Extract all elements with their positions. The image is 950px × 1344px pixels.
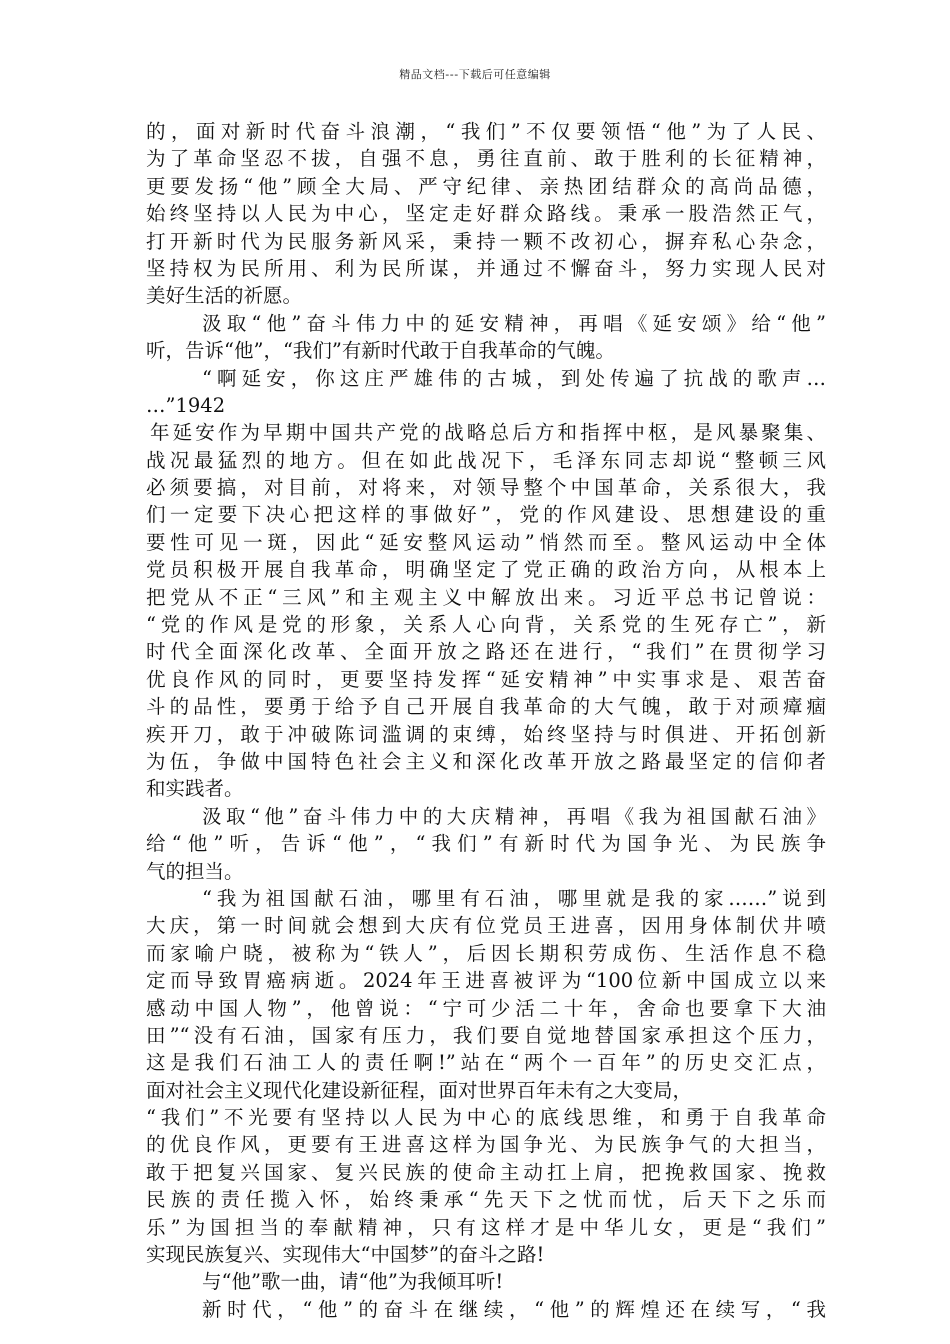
- text-line: 必须要搞，对目前，对将来，对领导整个中国革命，关系很大，我: [146, 476, 826, 500]
- text-line: “我们”不光要有坚持以人民为中心的底线思维，和勇于自我革命: [146, 1106, 826, 1130]
- text-line: 把党从不正“三风”和主观主义中解放出来。习近平总书记曾说：: [146, 585, 826, 609]
- text-line: 听，告诉“他”，“我们”有新时代敢于自我革命的气魄。: [146, 339, 615, 363]
- text-line: 党员积极开展自我革命，明确坚定了党正确的政治方向，从根本上: [146, 558, 826, 582]
- text-line: 实现民族复兴、实现伟大“中国梦”的奋斗之路!: [146, 1243, 545, 1267]
- text-line: 和实践者。: [146, 777, 244, 801]
- text-line: 乐”为国担当的奉献精神，只有这样才是中华儿女，更是“我们”: [146, 1215, 826, 1239]
- page-header: 精品文档---下载后可任意编辑: [399, 68, 551, 81]
- text-line: 大庆，第一时间就会想到大庆有位党员王进喜，因用身体制伏井喷: [146, 914, 826, 938]
- text-line: …”1942: [146, 393, 226, 417]
- text-line: 这是我们石油工人的责任啊!”站在“两个一百年”的历史交汇点，: [146, 1051, 826, 1075]
- paragraph-start-line: “啊延安，你这庄严雄伟的古城，到处传遍了抗战的歌声…: [202, 366, 826, 390]
- text-line: 战况最猛烈的地方。但在如此战况下，毛泽东同志却说“整顿三风: [146, 448, 826, 472]
- text-line: 感动中国人物”，他曾说：“宁可少活二十年，舍命也要拿下大油: [146, 996, 826, 1020]
- text-line: 而家喻户晓，被称为“铁人”，后因长期积劳成伤、生活作息不稳: [146, 941, 826, 965]
- text-line: 气的担当。: [146, 859, 244, 883]
- text-line: 敢于把复兴国家、复兴民族的使命主动扛上肩，把挽救国家、挽救: [146, 1160, 826, 1184]
- text-line: 疾开刀，敢于冲破陈词滥调的束缚，始终坚持与时俱进、开拓创新: [146, 722, 826, 746]
- text-line: “党的作风是党的形象，关系人心向背，关系党的生死存亡”，新: [146, 613, 826, 637]
- paragraph-start-line: 与“他”歌一曲，请“他”为我倾耳听!: [202, 1270, 504, 1294]
- text-line: 优良作风的同时，更要坚持发挥“延安精神”中实事求是、艰苦奋: [146, 667, 826, 691]
- paragraph-start-line: 新时代，“他”的奋斗在继续，“他”的辉煌还在续写，“我: [202, 1297, 826, 1321]
- text-line: 更要发扬“他”顾全大局、严守纪律、亲热团结群众的高尚品德，: [146, 174, 826, 198]
- text-line: 斗的品性，要勇于给予自己开展自我革命的大气魄，敢于对顽瘴痼: [146, 695, 826, 719]
- text-line: 美好生活的祈愿。: [146, 284, 303, 308]
- text-line: 田”“没有石油，国家有压力，我们要自觉地替国家承担这个压力，: [146, 1023, 826, 1047]
- text-line: 们一定要下决心把这样的事做好”，党的作风建设、思想建设的重: [146, 503, 826, 527]
- text-line: 为伍，争做中国特色社会主义和深化改革开放之路最坚定的信仰者: [146, 749, 826, 773]
- text-line: 时代全面深化改革、全面开放之路还在进行，“我们”在贯彻学习: [146, 640, 826, 664]
- paragraph-start-line: “我为祖国献石油，哪里有石油，哪里就是我的家……”说到: [202, 886, 826, 910]
- text-line: 始终坚持以人民为中心，坚定走好群众路线。秉承一股浩然正气，: [146, 202, 826, 226]
- text-line: 要性可见一斑，因此“延安整风运动”悄然而至。整风运动中全体: [146, 530, 826, 554]
- document-body: [146, 118, 826, 1323]
- text-line: 的，面对新时代奋斗浪潮，“我们”不仅要领悟“他”为了人民、: [146, 120, 826, 143]
- text-line: 坚持权为民所用、利为民所谋，并通过不懈奋斗，努力实现人民对: [146, 256, 826, 280]
- text-line: 给“他”听，告诉“他”，“我们”有新时代为国争光、为民族争: [146, 832, 826, 856]
- text-line: 年延安作为早期中国共产党的战略总后方和指挥中枢，是风暴聚集、: [150, 421, 826, 445]
- text-line: 的优良作风，更要有王进喜这样为国争光、为民族争气的大担当，: [146, 1133, 826, 1157]
- text-line: 为了革命坚忍不拔，自强不息，勇往直前、敢于胜利的长征精神，: [146, 147, 826, 171]
- text-line: 面对社会主义现代化建设新征程，面对世界百年未有之大变局，: [146, 1078, 693, 1102]
- text-line: 定而导致胃癌病逝。2024年王进喜被评为“100位新中国成立以来: [146, 969, 826, 993]
- paragraph-start-line: 汲取“他”奋斗伟力中的大庆精神，再唱《我为祖国献石油》: [202, 804, 826, 828]
- text-line: 民族的责任揽入怀，始终秉承“先天下之忧而忧，后天下之乐而: [146, 1188, 826, 1212]
- paragraph-start-line: 汲取“他”奋斗伟力中的延安精神，再唱《延安颂》给“他”: [202, 311, 826, 335]
- text-line: 打开新时代为民服务新风采，秉持一颗不改初心，摒弃私心杂念，: [146, 229, 826, 253]
